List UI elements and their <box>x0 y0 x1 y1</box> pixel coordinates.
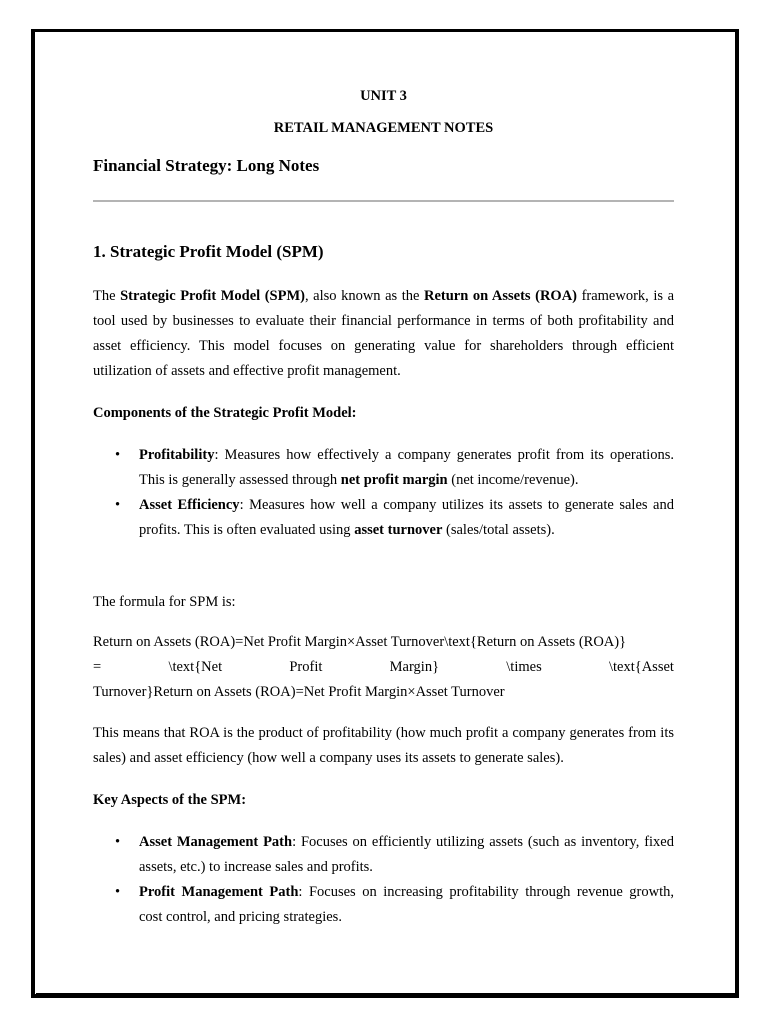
item-text: : Focuses on increasing profitability through revenue growth, cost control, and pricing strategies. <box>139 884 674 925</box>
formula-token: \text{Net <box>168 659 223 675</box>
formula-block <box>93 630 674 705</box>
formula-line-3: Turnover}Return on Assets (ROA)=Net Profit Margin×Asset Turnover <box>93 684 505 700</box>
intro-text-1: The <box>93 288 121 304</box>
formula-line-2 <box>93 655 674 680</box>
key-aspects-list <box>93 830 674 930</box>
intro-bold-spm: Strategic Profit Model (SPM) <box>120 288 305 304</box>
item-term: Profit Management Path <box>139 884 299 900</box>
item-text: : Measures how well a company utilizes its assets to generate sales and profits. This is often evaluated using <box>139 497 674 538</box>
formula-token: \text{Asset <box>608 659 674 675</box>
formula-intro: The formula for SPM is: <box>93 594 236 610</box>
item-term: Asset Management Path <box>139 834 293 850</box>
item-text: : Measures how effectively a company generates profit from its operations. This is generally assessed through <box>139 447 674 488</box>
explanation-paragraph: This means that ROA is the product of profitability (how much profit a company generates from its sales) and asset efficiency (how well a company uses its assets to generate sales). <box>93 725 674 766</box>
bullet-icon: • <box>115 834 121 850</box>
formula-token: Margin} <box>389 659 440 675</box>
unit-heading: UNIT 3 <box>360 88 407 104</box>
components-list <box>93 443 674 543</box>
bullet-icon: • <box>115 884 121 900</box>
horizontal-rule <box>93 200 674 202</box>
intro-text-2: , also known as the <box>305 288 424 304</box>
bullet-icon: • <box>115 497 121 513</box>
item-text: (sales/total assets). <box>442 522 555 538</box>
item-bold: asset turnover <box>354 522 443 538</box>
formula-line-1: Return on Assets (ROA)=Net Profit Margin×Asset Turnover\text{Return on Assets (ROA)} <box>93 634 627 650</box>
bullet-icon: • <box>115 447 121 463</box>
key-aspects-heading: Key Aspects of the SPM: <box>93 792 247 808</box>
page-border-shadow-bottom <box>36 993 737 995</box>
item-text: : Focuses on efficiently utilizing assets (such as inventory, fixed assets, etc.) to increase sales and profits. <box>139 834 674 875</box>
item-term: Profitability <box>139 447 215 463</box>
formula-token: = <box>93 659 102 675</box>
intro-text-3: framework, is a tool used by businesses to evaluate their financial performance in terms of both profitability and asset efficiency. This model focuses on generating value for shareholders through efficient utilization of assets and effective profit management. <box>93 288 675 379</box>
section-heading-spm: 1. Strategic Profit Model (SPM) <box>93 242 324 261</box>
list-item <box>93 880 674 930</box>
item-term: Asset Efficiency <box>139 497 240 513</box>
item-bold: net profit margin <box>340 472 448 488</box>
components-heading: Components of the Strategic Profit Model: <box>93 405 357 421</box>
list-item <box>93 493 674 543</box>
list-item <box>93 830 674 880</box>
document-title: Financial Strategy: Long Notes <box>93 156 320 175</box>
formula-token: \times <box>506 659 542 675</box>
intro-bold-roa: Return on Assets (ROA) <box>424 288 578 304</box>
page-border-shadow-right <box>735 34 737 994</box>
formula-token: Profit <box>289 659 323 675</box>
item-text: (net income/revenue). <box>447 472 579 488</box>
subject-heading: RETAIL MANAGEMENT NOTES <box>273 120 494 136</box>
list-item <box>93 443 674 493</box>
intro-paragraph <box>93 284 674 384</box>
